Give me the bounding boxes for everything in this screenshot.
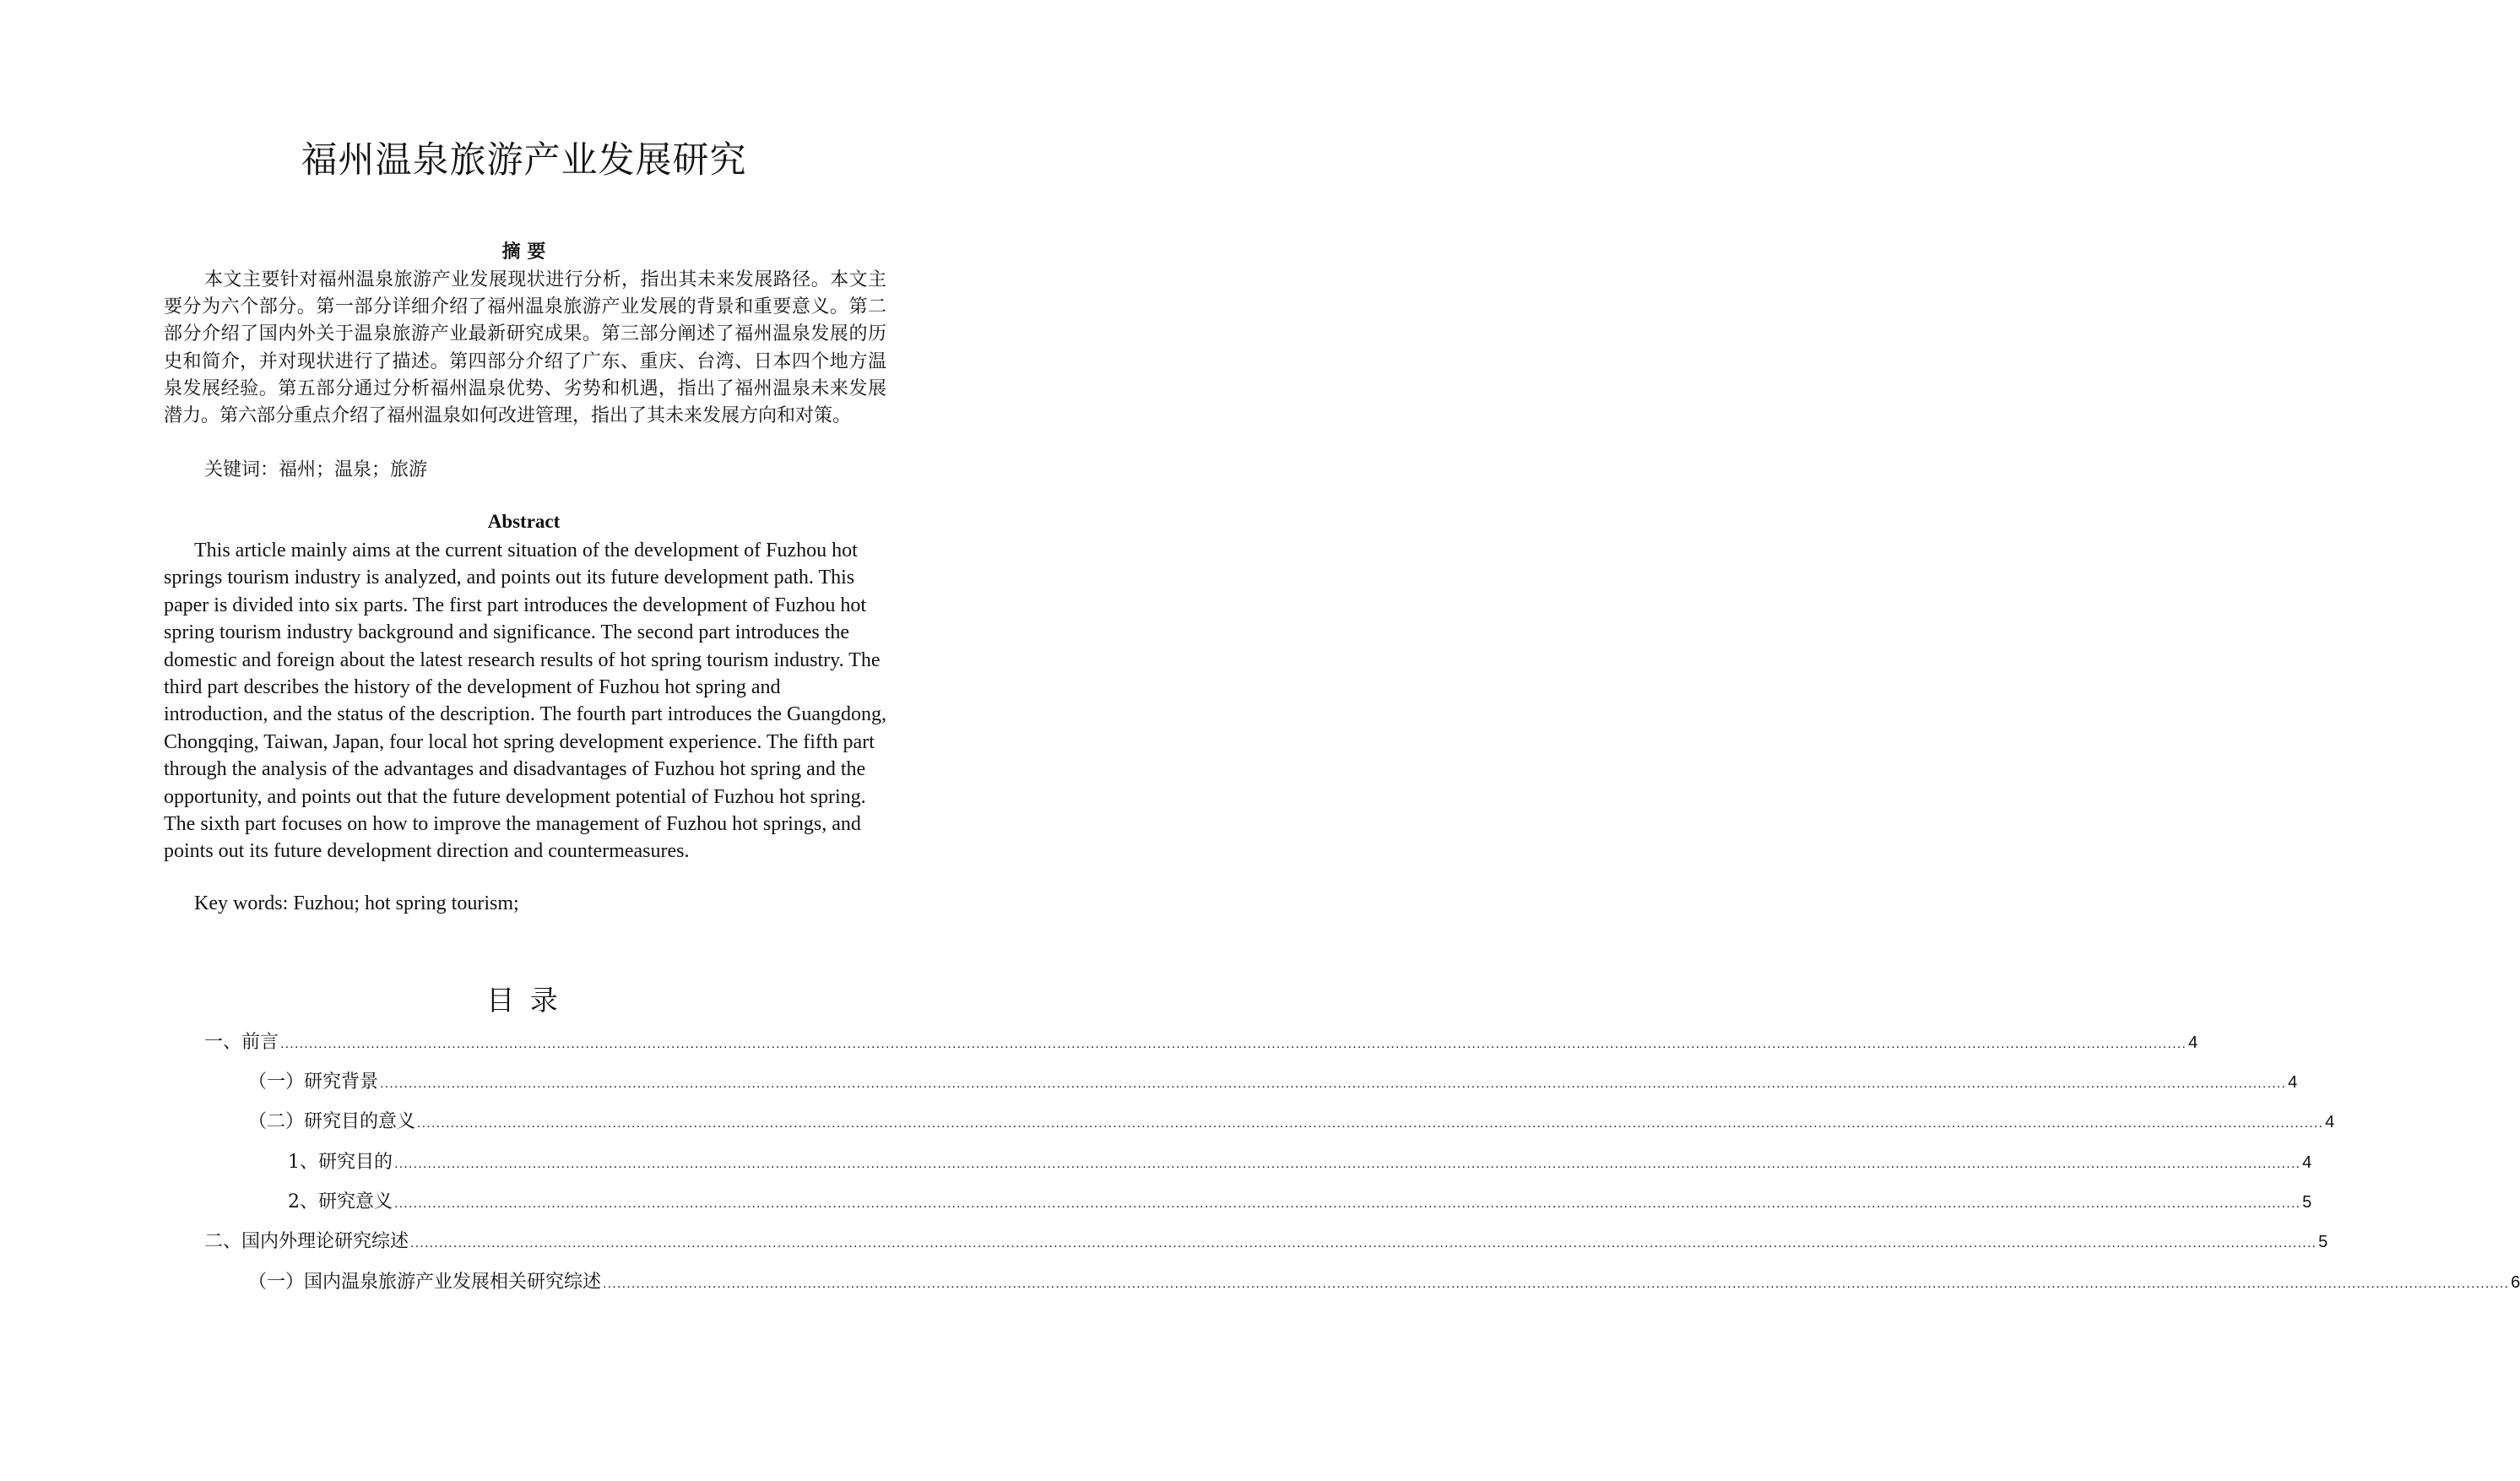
toc-leader-dots: ................................................................................................................................................................................................................................................................................................................................................................................................................	[380, 1077, 2287, 1091]
toc-leader-dots: ................................................................................................................................................................................................................................................................................................................................................................................................................	[394, 1196, 2301, 1211]
paper-title: 福州温泉旅游产业发展研究	[301, 139, 747, 182]
toc-entry[interactable]	[248, 1109, 2335, 1136]
en-keywords: Key words: Fuzhou; hot spring tourism;	[194, 892, 519, 914]
toc-leader-dots: ................................................................................................................................................................................................................................................................................................................................................................................................................	[603, 1277, 2510, 1291]
toc-entry-page: 6	[2511, 1273, 2520, 1292]
toc-entry-label: 1、研究目的	[288, 1152, 393, 1173]
toc-leader-dots: ................................................................................................................................................................................................................................................................................................................................................................................................................	[394, 1157, 2301, 1171]
toc-entry-label: （一）国内温泉旅游产业发展相关研究综述	[248, 1272, 602, 1293]
en-abstract-body: This article mainly aims at the current situation of the development of Fuzhou hot springs tourism industry is analyzed, and points out its future development path. This paper is divided into six parts. The first part introduces the development of Fuzhou hot spring tourism industry background and significance. The second part introduces the domestic and foreign about the latest research results of hot spring tourism industry. The third part describes the history of the development of Fuzhou hot spring and introduction, and the status of the description. The fourth part introduces the Guangdong, Chongqing, Taiwan, Japan, four local hot spring development experience. The fifth part through the analysis of the advantages and disadvantages of Fuzhou hot spring and the opportunity, and points out that the future development potential of Fuzhou hot spring. The sixth part focuses on how to improve the management of Fuzhou hot springs, and points out its future development direction and countermeasures.	[164, 540, 887, 863]
toc-leader-dots: ................................................................................................................................................................................................................................................................................................................................................................................................................	[417, 1116, 2324, 1131]
toc-entry-page: 4	[2188, 1033, 2198, 1052]
toc-entry-label: （一）研究背景	[248, 1071, 379, 1093]
toc-entry[interactable]	[288, 1189, 2312, 1216]
toc-entry[interactable]	[288, 1149, 2312, 1176]
toc-entry[interactable]	[248, 1269, 2520, 1296]
toc-leader-dots: ................................................................................................................................................................................................................................................................................................................................................................................................................	[410, 1236, 2317, 1250]
toc-entry[interactable]	[204, 1029, 2198, 1056]
toc-leader-dots: ................................................................................................................................................................................................................................................................................................................................................................................................................	[280, 1037, 2187, 1051]
cn-abstract-body: 本文主要针对福州温泉旅游产业发展现状进行分析，指出其未来发展路径。本文主要分为六个部分。第一部分详细介绍了福州温泉旅游产业发展的背景和重要意义。第二部分介绍了国内外关于温泉旅游产业最新研究成果。第三部分阐述了福州温泉发展的历史和简介，并对现状进行了描述。第四部分介绍了广东、重庆、台湾、日本四个地方温泉发展经验。第五部分通过分析福州温泉优势、劣势和机遇，指出了福州温泉未来发展潜力。第六部分重点介绍了福州温泉如何改进管理，指出了其未来发展方向和对策。	[164, 269, 886, 427]
en-abstract-heading: Abstract	[487, 511, 561, 532]
toc-entry-label: 二、国内外理论研究综述	[204, 1231, 409, 1252]
cn-abstract-heading: 摘 要	[501, 241, 546, 263]
toc-entry-label: 一、前言	[204, 1032, 279, 1053]
toc-entry-page: 5	[2318, 1233, 2328, 1251]
toc-entry[interactable]	[248, 1069, 2298, 1096]
toc-entry-label: 2、研究意义	[288, 1191, 393, 1212]
toc-heading: 目 录	[486, 984, 561, 1017]
toc-entry-page: 5	[2302, 1193, 2312, 1212]
toc-entry[interactable]	[204, 1229, 2328, 1256]
toc-entry-page: 4	[2288, 1073, 2298, 1092]
cn-keywords: 关键词：福州；温泉；旅游	[204, 459, 428, 480]
toc-entry-page: 4	[2302, 1153, 2312, 1172]
toc-entry-page: 4	[2325, 1113, 2335, 1131]
toc-entry-label: （二）研究目的意义	[248, 1111, 416, 1132]
